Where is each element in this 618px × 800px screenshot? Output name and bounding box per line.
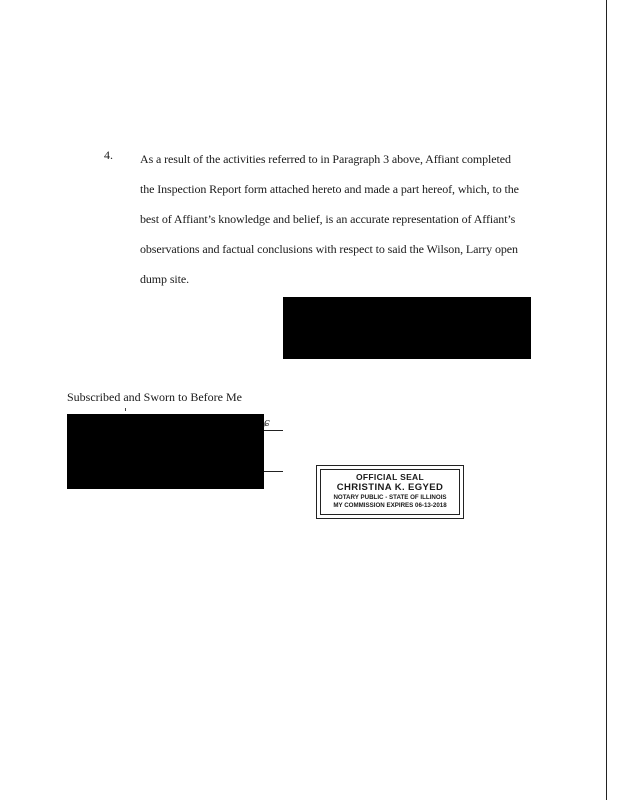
subscribed-sworn-label: Subscribed and Sworn to Before Me xyxy=(67,390,242,404)
redacted-affiant-signature xyxy=(283,297,531,359)
seal-title: OFFICIAL SEAL xyxy=(356,472,424,482)
paragraph-line: the Inspection Report form attached hereto and made a part hereof, which, to the xyxy=(140,182,519,196)
paragraph-line: observations and factual conclusions with respect to said the Wilson, Larry open xyxy=(140,242,518,256)
paragraph-number: 4. xyxy=(104,148,113,162)
mark xyxy=(125,408,126,411)
signature-line xyxy=(264,471,283,472)
signature-line xyxy=(264,430,283,431)
notary-seal-stamp xyxy=(316,465,464,519)
paragraph-line: best of Affiant’s knowledge and belief, is an accurate representation of Affiant’s xyxy=(140,212,516,226)
seal-name: CHRISTINA K. EGYED xyxy=(336,482,444,493)
page-edge-line xyxy=(606,0,607,800)
paragraph-body xyxy=(140,144,540,294)
paragraph-line: As a result of the activities referred to in Paragraph 3 above, Affiant completed xyxy=(140,152,511,166)
seal-notary-line: NOTARY PUBLIC - STATE OF ILLINOIS xyxy=(333,494,447,501)
paragraph-line: dump site. xyxy=(140,272,189,286)
seal-expiry-line: MY COMMISSION EXPIRES 06-13-2018 xyxy=(333,502,447,509)
seal-inner-border xyxy=(320,469,460,515)
redacted-notary-signature xyxy=(67,414,264,489)
signature-stroke: ɕ xyxy=(264,414,270,429)
